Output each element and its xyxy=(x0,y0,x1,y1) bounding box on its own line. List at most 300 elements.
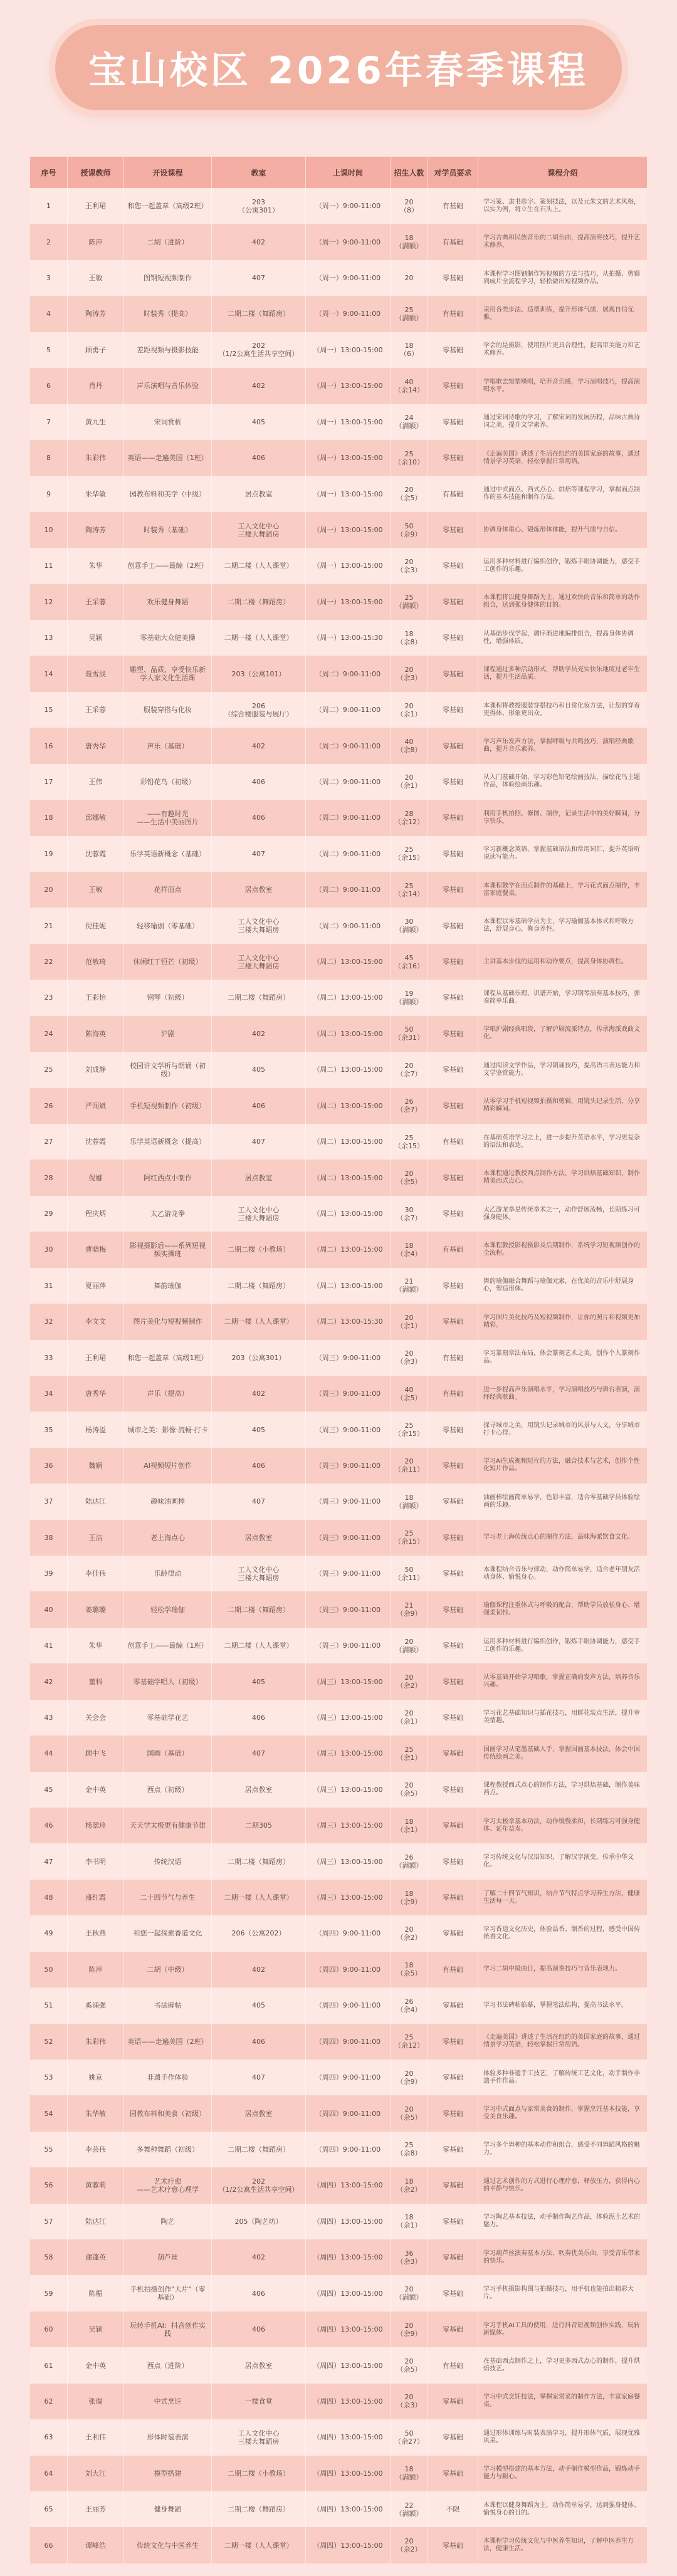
cell-course: 传统汉语 xyxy=(124,1843,212,1879)
table-row xyxy=(30,1232,647,1267)
cell-room: 402 xyxy=(212,728,306,763)
cell-enroll: 25 （余10） xyxy=(391,440,428,476)
cell-time: （周二）13:00-15:00 xyxy=(306,980,391,1015)
cell-enroll: 21 （余9） xyxy=(391,1591,428,1627)
cell-room: 206（公寓202） xyxy=(212,1915,306,1951)
cell-time: （周三）13:00-15:00 xyxy=(306,1843,391,1879)
table-row xyxy=(30,1915,647,1951)
cell-time: （周三）9:00-11:00 xyxy=(306,1340,391,1376)
cell-time: （周三）9:00-11:00 xyxy=(306,1411,391,1447)
cell-no: 15 xyxy=(30,692,68,728)
table-row xyxy=(30,1628,647,1663)
cell-no: 13 xyxy=(30,620,68,656)
cell-desc: 本课程将以健身舞蹈为主，通过欢快的音乐和简单的动作组合，达到强身健体的目的。 xyxy=(483,594,640,609)
table-row xyxy=(30,2419,647,2455)
cell-req: 零基础 xyxy=(428,548,478,584)
cell-course: 图钢短视频制作 xyxy=(124,260,212,296)
cell-no: 48 xyxy=(30,1880,68,1915)
table-row xyxy=(30,224,647,259)
cell-time: （周四）13:00-15:00 xyxy=(306,2456,391,2491)
cell-room: 一楼食堂 xyxy=(212,2384,306,2419)
cell-desc: 协调身体重心、锻炼形体体能，提升气质与自信。 xyxy=(483,526,621,533)
cell-time: （周四）13:00-15:00 xyxy=(306,2239,391,2275)
cell-course: 图片美化与短视频制作 xyxy=(124,1304,212,1339)
cell-desc: 进一步提高声乐演唱水平，学习演唱技巧与舞台表演，演绎经典歌曲。 xyxy=(483,1386,640,1401)
cell-time: （周三）13:00-15:00 xyxy=(306,1663,391,1699)
table-row xyxy=(30,800,647,835)
cell-desc: 学习二胡中级曲目，提高演奏技巧与音乐表现力。 xyxy=(483,1966,621,1973)
cell-course: 乐学英语新概念（基础） xyxy=(124,836,212,872)
cell-time: （周一）9:00-11:00 xyxy=(306,296,391,332)
cell-teacher: 沈蓉霞 xyxy=(68,836,124,872)
cell-enroll: 50 （余27） xyxy=(391,2419,428,2455)
cell-no: 17 xyxy=(30,764,68,800)
cell-no: 66 xyxy=(30,2527,68,2563)
cell-room: 二期二楼（舞蹈房） xyxy=(212,1843,306,1879)
cell-teacher: 陈萍 xyxy=(68,1952,124,1987)
cell-enroll: 40 （余14） xyxy=(391,368,428,404)
cell-no: 39 xyxy=(30,1556,68,1591)
cell-teacher: 陆达江 xyxy=(68,2204,124,2239)
cell-no: 16 xyxy=(30,728,68,763)
cell-req: 有基础 xyxy=(428,224,478,259)
table-row xyxy=(30,188,647,224)
cell-req: 零基础 xyxy=(428,2384,478,2419)
cell-time: （周四）13:00-15:00 xyxy=(306,2275,391,2311)
table-row xyxy=(30,2024,647,2060)
cell-course: 国画（基础） xyxy=(124,1736,212,1771)
cell-time: （周三）9:00-11:00 xyxy=(306,1448,391,1484)
cell-room: 二期二楼（小教场） xyxy=(212,1232,306,1267)
cell-enroll: 30 （余7） xyxy=(391,1196,428,1232)
cell-enroll: 21 （满额） xyxy=(391,1268,428,1304)
cell-no: 42 xyxy=(30,1663,68,1699)
cell-teacher: 王采蓉 xyxy=(68,584,124,620)
cell-no: 3 xyxy=(30,260,68,296)
cell-req: 不限 xyxy=(428,2491,478,2527)
cell-desc: 学习篆刻章法布局，体会篆刻艺术之美，创作个人篆刻作品。 xyxy=(483,1350,640,1365)
table-row xyxy=(30,1772,647,1808)
cell-enroll: 22 （满额） xyxy=(391,2491,428,2527)
cell-req: 有基础 xyxy=(428,1340,478,1376)
cell-teacher: 严闯斌 xyxy=(68,1088,124,1124)
cell-req: 零基础 xyxy=(428,1448,478,1484)
cell-time: （周四）13:00-15:00 xyxy=(306,2167,391,2203)
cell-course: 沪剧 xyxy=(124,1016,212,1052)
cell-enroll: 18 （满额） xyxy=(391,1484,428,1519)
cell-teacher: 陈海英 xyxy=(68,1016,124,1052)
cell-desc: 油画棒绘画简单易学，色彩丰富，适合零基础学员体验绘画的乐趣。 xyxy=(483,1494,640,1509)
cell-req: 零基础 xyxy=(428,1880,478,1915)
cell-no: 64 xyxy=(30,2456,68,2491)
cell-no: 55 xyxy=(30,2132,68,2167)
cell-teacher: 李书明 xyxy=(68,1843,124,1879)
cell-teacher: 唐秀华 xyxy=(68,1376,124,1411)
cell-req: 零基础 xyxy=(428,2095,478,2131)
cell-room: 205（陶艺坊） xyxy=(212,2204,306,2239)
cell-req: 零基础 xyxy=(428,980,478,1015)
cell-no: 44 xyxy=(30,1736,68,1771)
cell-req: 零基础 xyxy=(428,1808,478,1843)
cell-teacher: 姚京 xyxy=(68,2060,124,2095)
cell-room: 二期二楼（舞蹈房） xyxy=(212,584,306,620)
cell-room: 居点教室 xyxy=(212,2347,306,2383)
cell-req: 零基础 xyxy=(428,1520,478,1556)
table-row xyxy=(30,2312,647,2347)
cell-teacher: 肖丹 xyxy=(68,368,124,404)
cell-req: 零基础 xyxy=(428,2419,478,2455)
cell-teacher: 朱华 xyxy=(68,548,124,584)
cell-time: （周二）9:00-11:00 xyxy=(306,836,391,872)
cell-enroll: 20 （余5） xyxy=(391,476,428,511)
cell-course: 雕塑、品质、享受快乐新学人家文化生活课 xyxy=(124,656,212,691)
cell-enroll: 24 （满额） xyxy=(391,404,428,440)
cell-time: （周一）9:00-11:00 xyxy=(306,188,391,224)
cell-time: （周二）13:00-15:00 xyxy=(306,1124,391,1160)
cell-desc: 本课程以健身舞蹈为主，动作简单易学，达到强身健体、愉悦身心的目的。 xyxy=(483,2501,640,2516)
cell-enroll: 18 （6） xyxy=(391,332,428,368)
table-row xyxy=(30,548,647,584)
table-row xyxy=(30,728,647,763)
cell-teacher: 邱娜敏 xyxy=(68,800,124,835)
table-row xyxy=(30,1304,647,1339)
cell-no: 23 xyxy=(30,980,68,1015)
cell-req: 零基础 xyxy=(428,2167,478,2203)
cell-enroll: 18 （余1） xyxy=(391,2204,428,2239)
cell-desc: 《走遍美国》讲述了生活在纽约的美国家庭的故事，通过情景学习英语，轻松掌握日常用语。 xyxy=(483,2034,640,2049)
cell-time: （周一）13:00-15:00 xyxy=(306,476,391,511)
cell-no: 53 xyxy=(30,2060,68,2095)
cell-no: 63 xyxy=(30,2419,68,2455)
cell-enroll: 18 （余9） xyxy=(391,1880,428,1915)
table-row xyxy=(30,584,647,620)
cell-room: 工人文化中心 三楼大舞蹈房 xyxy=(212,1556,306,1591)
cell-course: 二胡（进阶） xyxy=(124,224,212,259)
cell-course: 欢乐健身舞蹈 xyxy=(124,584,212,620)
cell-course: 零基础大众健美操 xyxy=(124,620,212,656)
cell-enroll: 20 （余3） xyxy=(391,1340,428,1376)
cell-room: 402 xyxy=(212,368,306,404)
cell-time: （周二）9:00-11:00 xyxy=(306,872,391,908)
cell-teacher: 王利珺 xyxy=(68,188,124,224)
cell-no: 22 xyxy=(30,944,68,980)
cell-enroll: 20 （余1） xyxy=(391,692,428,728)
table-row xyxy=(30,332,647,368)
table-row xyxy=(30,440,647,476)
table-row xyxy=(30,368,647,404)
cell-time: （周三）9:00-11:00 xyxy=(306,1520,391,1556)
cell-course: ——有趣时光 ——生活中美丽图片 xyxy=(124,800,212,835)
cell-no: 46 xyxy=(30,1808,68,1843)
cell-desc: 学习中式面点与家常美食的制作，掌握烹饪基本技能，享受美食乐趣。 xyxy=(483,2106,640,2121)
cell-enroll: 36 （余3） xyxy=(391,2239,428,2275)
cell-course: 多舞种舞蹈（初级） xyxy=(124,2132,212,2167)
table-row xyxy=(30,1124,647,1160)
cell-enroll: 25 （余15） xyxy=(391,1520,428,1556)
cell-req: 零基础 xyxy=(428,1052,478,1087)
cell-room: 402 xyxy=(212,1376,306,1411)
cell-room: 406 xyxy=(212,2312,306,2347)
cell-course: 英语——走遍美国（2班） xyxy=(124,2024,212,2060)
cell-teacher: 杨涛溢 xyxy=(68,1411,124,1447)
cell-desc: 探寻城市之美，用镜头记录城市的风景与人文，分享城市打卡心得。 xyxy=(483,1422,640,1437)
cell-time: （周二）9:00-11:00 xyxy=(306,908,391,943)
cell-teacher: 杨翠玲 xyxy=(68,1808,124,1843)
cell-no: 59 xyxy=(30,2275,68,2311)
cell-desc: 本课程教授影视摄影及后期制作，系统学习短视频创作的全流程。 xyxy=(483,1242,640,1257)
cell-desc: 学习手机AI工具的使用，进行抖音短视频创作实践，玩转新媒体。 xyxy=(483,2322,640,2337)
cell-time: （周四）9:00-11:00 xyxy=(306,1915,391,1951)
table-row xyxy=(30,2491,647,2527)
cell-enroll: 20 （满额） xyxy=(391,1628,428,1663)
cell-desc: 通过形体训练与时装表演学习，提升形体气质，展现优雅风采。 xyxy=(483,2429,640,2444)
cell-req: 零基础 xyxy=(428,368,478,404)
cell-course: 园教布料和美学（中级） xyxy=(124,476,212,511)
cell-req: 零基础 xyxy=(428,2275,478,2311)
table-row xyxy=(30,1520,647,1556)
cell-desc: 本课程结合音乐与律动，动作简单易学，适合老年朋友活动身体、愉悦身心。 xyxy=(483,1566,640,1581)
cell-time: （周三）13:00-15:00 xyxy=(306,1736,391,1771)
cell-desc: 学习声乐发声方法，掌握呼吸与共鸣技巧，演唱经典歌曲，提升音乐素养。 xyxy=(483,738,634,753)
cell-no: 21 xyxy=(30,908,68,943)
cell-req: 零基础 xyxy=(428,584,478,620)
cell-desc: 学唱歌去知情嗓唱，培养音乐感，学习演唱技巧，提高演唱水平。 xyxy=(483,378,640,393)
cell-enroll: 20 （余2） xyxy=(391,2527,428,2563)
cell-time: （周三）9:00-11:00 xyxy=(306,1591,391,1627)
cell-req: 零基础 xyxy=(428,692,478,728)
cell-teacher: 吴颖 xyxy=(68,620,124,656)
cell-desc: 课程从基础乐理、识谱开始，学习钢琴演奏基本技巧，弹奏简单乐曲。 xyxy=(483,990,640,1005)
cell-room: 406 xyxy=(212,1088,306,1124)
cell-no: 26 xyxy=(30,1088,68,1124)
cell-req: 有基础 xyxy=(428,296,478,332)
cell-no: 51 xyxy=(30,1987,68,2023)
cell-time: （周一）9:00-11:00 xyxy=(306,224,391,259)
table-row xyxy=(30,1700,647,1736)
cell-time: （周四）9:00-11:00 xyxy=(306,2132,391,2167)
cell-req: 零基础 xyxy=(428,656,478,691)
cell-time: （周一）13:00-15:00 xyxy=(306,512,391,548)
cell-desc: 学习AI生成视频短片的方法，融合技术与艺术，创作个性化短片作品。 xyxy=(483,1458,640,1473)
table-row xyxy=(30,2095,647,2131)
cell-teacher: 姜璐璐 xyxy=(68,1591,124,1627)
cell-teacher: 倪娜 xyxy=(68,1160,124,1195)
table-row xyxy=(30,2275,647,2311)
cell-req: 零基础 xyxy=(428,2239,478,2275)
cell-enroll: 25 （满额） xyxy=(391,296,428,332)
cell-enroll: 28 （余12） xyxy=(391,800,428,835)
cell-req: 零基础 xyxy=(428,1628,478,1663)
cell-req: 零基础 xyxy=(428,1484,478,1519)
cell-room: 二期305 xyxy=(212,1808,306,1843)
cell-time: （周一）13:00-15:00 xyxy=(306,548,391,584)
cell-no: 14 xyxy=(30,656,68,691)
cell-enroll: 25 （余1） xyxy=(391,1736,428,1771)
table-row xyxy=(30,1160,647,1195)
cell-course: 宋词赏析 xyxy=(124,404,212,440)
cell-desc: 体验多种非遗手工技艺，了解传统工艺文化，动手制作非遗手作作品。 xyxy=(483,2070,640,2085)
cell-teacher: 陶涛芳 xyxy=(68,512,124,548)
table-row xyxy=(30,1088,647,1124)
cell-room: 407 xyxy=(212,2060,306,2095)
cell-req: 零基础 xyxy=(428,1268,478,1304)
cell-no: 5 xyxy=(30,332,68,368)
cell-time: （周一）13:00-15:00 xyxy=(306,332,391,368)
cell-no: 38 xyxy=(30,1520,68,1556)
cell-teacher: 王彩怡 xyxy=(68,980,124,1015)
table-row xyxy=(30,2060,647,2095)
cell-course: AI视频短片创作 xyxy=(124,1448,212,1484)
cell-enroll: 25 （余15） xyxy=(391,1124,428,1160)
cell-teacher: 陆达江 xyxy=(68,1484,124,1519)
cell-teacher: 王采蓉 xyxy=(68,692,124,728)
cell-room: 406 xyxy=(212,440,306,476)
cell-room: 工人文化中心 三楼大舞蹈房 xyxy=(212,2419,306,2455)
cell-room: 二期二楼（小教场） xyxy=(212,2456,306,2491)
cell-course: 校园讲文学析与朗诵（初级） xyxy=(124,1052,212,1087)
cell-no: 2 xyxy=(30,224,68,259)
cell-time: （周三）9:00-11:00 xyxy=(306,1556,391,1591)
cell-room: 二期二楼（舞蹈房） xyxy=(212,296,306,332)
cell-desc: 《走遍美国》讲述了生活在纽约的美国家庭的故事，通过情景学习英语，轻松掌握日常用语。 xyxy=(483,450,640,465)
cell-no: 12 xyxy=(30,584,68,620)
cell-desc: 学习模型搭建的基本方法，动手制作模型作品，锻炼动手能力与耐心。 xyxy=(483,2466,640,2481)
cell-teacher: 王伟 xyxy=(68,764,124,800)
cell-no: 50 xyxy=(30,1952,68,1987)
table-body xyxy=(30,188,647,2563)
cell-req: 零基础 xyxy=(428,908,478,943)
cell-enroll: 20 （余5） xyxy=(391,1772,428,1808)
cell-course: 轻松学瑜伽 xyxy=(124,1591,212,1627)
cell-time: （周三）9:00-11:00 xyxy=(306,1376,391,1411)
cell-course: 趣味油画棒 xyxy=(124,1484,212,1519)
cell-course: 和您一起盖章（高级1班） xyxy=(124,1340,212,1376)
cell-room: 二期二楼（舞蹈房） xyxy=(212,2491,306,2527)
cell-course: 西点（进阶） xyxy=(124,2347,212,2383)
table-row xyxy=(30,1448,647,1484)
cell-enroll: 20 （余5） xyxy=(391,2347,428,2383)
cell-course: 和您一起探索香道文化 xyxy=(124,1915,212,1951)
table-row xyxy=(30,296,647,332)
table-row xyxy=(30,476,647,511)
cell-course: 英语——走遍美国（1班） xyxy=(124,440,212,476)
cell-desc: 学习多个舞种的基本动作和组合，感受不同舞蹈风格的魅力。 xyxy=(483,2142,640,2157)
cell-no: 25 xyxy=(30,1052,68,1087)
cell-req: 零基础 xyxy=(428,440,478,476)
cell-enroll: 20 （余3） xyxy=(391,548,428,584)
cell-teacher: 黄九生 xyxy=(68,404,124,440)
cell-enroll: 20 （余3） xyxy=(391,2384,428,2419)
cell-enroll: 25 （满额） xyxy=(391,584,428,620)
cell-no: 18 xyxy=(30,800,68,835)
cell-time: （周一）13:00-15:30 xyxy=(306,620,391,656)
cell-enroll: 25 （余14） xyxy=(391,872,428,908)
page-title: 宝山校区 2026年春季课程 xyxy=(88,49,589,93)
cell-course: 葫芦丝 xyxy=(124,2239,212,2275)
cell-desc: 舞韵瑜伽融合舞蹈与瑜伽元素，在优美的音乐中舒展身心，塑造形体。 xyxy=(483,1278,634,1293)
cell-room: 206 （综合楼服装与展厅） xyxy=(212,692,306,728)
cell-req: 零基础 xyxy=(428,2204,478,2239)
cell-desc: 运用多种材料进行编织创作，锻炼手眼协调能力，感受手工创作的乐趣。 xyxy=(483,1638,640,1653)
cell-no: 10 xyxy=(30,512,68,548)
cell-enroll: 18 （余2） xyxy=(391,2167,428,2203)
cell-no: 62 xyxy=(30,2384,68,2419)
cell-course: 和您一起盖章（高级2班） xyxy=(124,188,212,224)
cell-course: 老上海点心 xyxy=(124,1520,212,1556)
cell-room: 405 xyxy=(212,1663,306,1699)
cell-room: 二期二楼（舞蹈房） xyxy=(212,1268,306,1304)
cell-enroll: 20 （满额） xyxy=(391,2275,428,2311)
cell-no: 19 xyxy=(30,836,68,872)
cell-room: 203 （公寓301） xyxy=(212,188,306,224)
cell-teacher: 刘成静 xyxy=(68,1052,124,1087)
cell-course: 休闲红丁恒芒（初级） xyxy=(124,944,212,980)
cell-room: 407 xyxy=(212,260,306,296)
cell-time: （周四）9:00-11:00 xyxy=(306,2095,391,2131)
table-row xyxy=(30,512,647,548)
cell-enroll: 50 （余9） xyxy=(391,512,428,548)
header-no: 序号 xyxy=(30,157,68,188)
header-teacher: 授课教师 xyxy=(68,157,124,188)
cell-course: 西点（初级） xyxy=(124,1772,212,1808)
cell-enroll: 26 （余7） xyxy=(391,1088,428,1124)
cell-enroll: 50 （余11） xyxy=(391,1556,428,1591)
cell-desc: 学习传统文化与汉语知识，了解汉字演变，传承中华文化。 xyxy=(483,1854,634,1869)
cell-course: 服装穿搭与化妆 xyxy=(124,692,212,728)
cell-teacher: 魏娴 xyxy=(68,1448,124,1484)
cell-time: （周二）13:00-15:00 xyxy=(306,1088,391,1124)
cell-req: 零基础 xyxy=(428,1088,478,1124)
cell-enroll: 20 （余1） xyxy=(391,764,428,800)
table-row xyxy=(30,908,647,943)
cell-enroll: 18 （余1） xyxy=(391,1808,428,1843)
cell-desc: 学习葫芦丝演奏基本方法，吹奏优美乐曲，享受音乐带来的快乐。 xyxy=(483,2249,640,2264)
cell-no: 52 xyxy=(30,2024,68,2060)
cell-enroll: 25 （余15） xyxy=(391,836,428,872)
table-row xyxy=(30,1484,647,1519)
cell-teacher: 李佳伟 xyxy=(68,1556,124,1591)
table-row xyxy=(30,2347,647,2383)
cell-no: 29 xyxy=(30,1196,68,1232)
cell-room: 二期一楼（人人课堂） xyxy=(212,1304,306,1339)
cell-req: 零基础 xyxy=(428,2024,478,2060)
cell-enroll: 20 （余2） xyxy=(391,1915,428,1951)
cell-teacher: 顾勇子 xyxy=(68,332,124,368)
cell-req: 零基础 xyxy=(428,620,478,656)
cell-course: 二十四节气与养生 xyxy=(124,1880,212,1915)
table-row xyxy=(30,1736,647,1771)
cell-no: 49 xyxy=(30,1915,68,1951)
table-row xyxy=(30,2527,647,2563)
table-row xyxy=(30,1556,647,1591)
table-row xyxy=(30,1987,647,2023)
cell-time: （周四）13:00-15:00 xyxy=(306,2204,391,2239)
cell-desc: 从零基础开始学习唱歌，掌握正确的发声方法，培养音乐兴趣。 xyxy=(483,1674,640,1689)
cell-req: 零基础 xyxy=(428,1160,478,1195)
cell-teacher: 金中英 xyxy=(68,2347,124,2383)
cell-time: （周四）9:00-11:00 xyxy=(306,2060,391,2095)
cell-desc: 学习太极拳基本功法，动作缓慢柔和，长期练习可强身健体、延年益寿。 xyxy=(483,1818,640,1833)
cell-enroll: 18 （余4） xyxy=(391,1232,428,1267)
header-course: 开设课程 xyxy=(124,157,212,188)
cell-enroll: 20 （余1） xyxy=(391,1304,428,1339)
cell-time: （周一）9:00-11:00 xyxy=(306,260,391,296)
cell-room: 二期二楼（舞蹈房） xyxy=(212,980,306,1015)
cell-course: 声乐（基础） xyxy=(124,728,212,763)
cell-teacher: 王丽芳 xyxy=(68,2491,124,2527)
cell-enroll: 20 xyxy=(391,260,428,296)
table-row xyxy=(30,692,647,728)
